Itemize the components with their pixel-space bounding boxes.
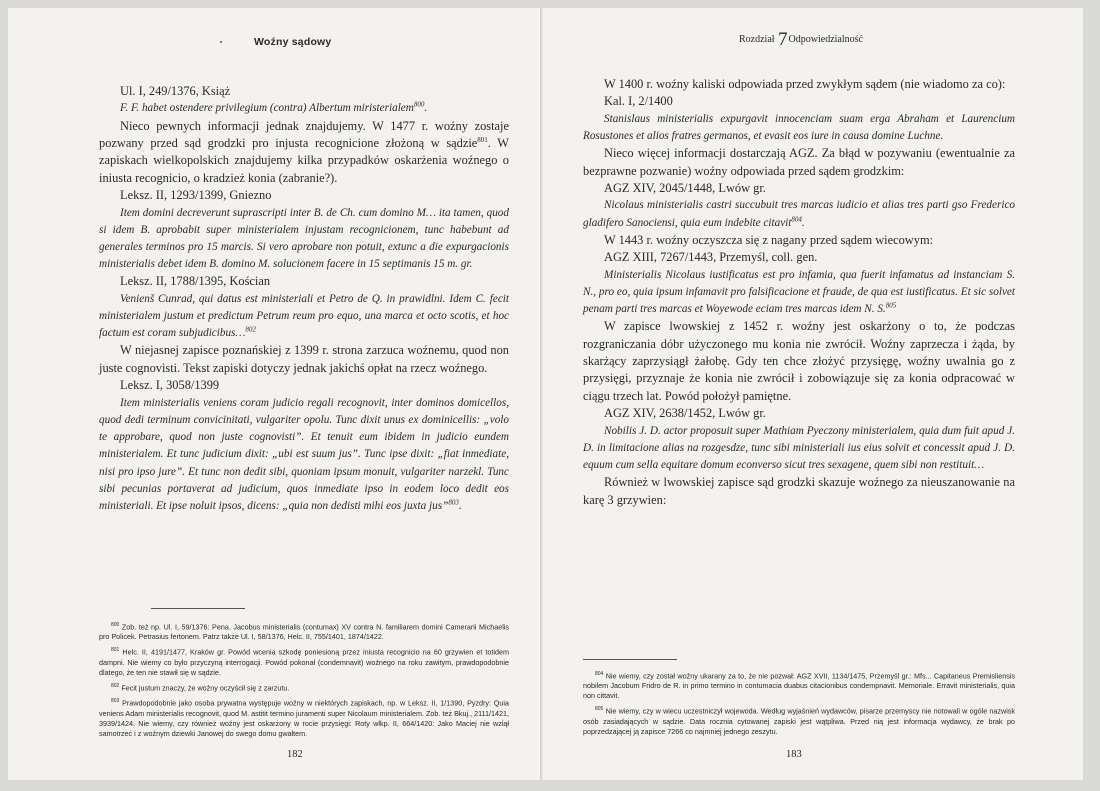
body-paragraph [99, 342, 509, 377]
paragraph-text: Nieco pewnych informacji jednak znajdujemy. W 1477 r. woźny zostaje pozwany przed sąd grodzki pro injusta recognicione złożoną w sądzie [99, 118, 509, 151]
footnote-text: Prawdopodobnie jako osoba prywatna występuje woźny w niektórych zapiskach, np. w Leksz. II, 1/1390, Pyzdry: Quia veniens Adam ministerialis recognovit, quod M. astitit termino juramenti super Nicolaum ministerialem. Zob. też Bkuj., 2111/1421, 3939/1424. Nie wiemy, czy również woźny jest oskarżony w rocie przysięgi: Roty wlkp. II, 664/1420: Jako Maciej nie wziął samotrzeć i z woźnym dziewki Janowej do swego domu gwałtem. [99, 698, 509, 738]
body-paragraph [99, 118, 509, 188]
source-reference [583, 405, 1015, 422]
footnote-text: Zob. też np. Ul. I, 59/1376: Pena. Jacobus ministerialis (contumax) XV contra N. familiarem domini Camerarii Michaelis pro Policek. Petrasius fertonem. Patrz także Ul. I, 58/1376, Helc. II, 755/1401, 1874/1422. [99, 622, 509, 642]
right-page-body [583, 76, 1015, 509]
body-paragraph [583, 76, 1015, 93]
latin-citation [99, 395, 509, 515]
source-reference [99, 273, 509, 290]
paragraph-text: W 1400 r. woźny kaliski odpowiada przed zwykłym sądem (nie wiadomo za co): [604, 77, 1006, 91]
paragraph-text: W niejasnej zapisce poznańskiej z 1399 r. strona zarzuca woźnemu, quod non juste cognovisti. Tekst zapiski dotyczy jednak jakichś opłat na rzecz woźnego. [99, 343, 509, 375]
footnote-text: Helc. II, 4191/1477, Kraków gr. Powód wcenia szkodę poniesioną przez iniusta recognicio na 60 grzywien et totidem dampni. Nie wiemy co było przyczyną interrogacji. Powód pokonał (condemnavit) woźnego na roku zawitym, prawdopodobnie dlatego, że ten nie stawił się w sądzie. [99, 647, 509, 677]
paragraph-text: AGZ XIII, 7267/1443, Przemyśl, coll. gen. [604, 250, 818, 265]
left-footnotes [99, 620, 509, 742]
body-paragraph [583, 318, 1015, 405]
body-paragraph [583, 474, 1015, 509]
footnote-marker[interactable]: 804 [791, 214, 802, 223]
paragraph-text: W zapisce lwowskiej z 1452 r. woźny jest oskarżony o to, że podczas rozgraniczania dóbr użyczonego mu konia nie zwrócił. Woźny zaprzecza i żąda, by skarżący zaprzysiągł żałobę. Gdy ten chce złożyć przysięgę, woźny uwalnia go z przysięgi, przyznaje że konia nie zwrócił i zobowiązuje się za konia odpracować w ciągu trzech lat. Powód położył pamiętne. [583, 319, 1015, 403]
latin-citation [583, 423, 1015, 475]
footnote-number: 805 [595, 706, 604, 713]
footnote-marker[interactable]: 805 [885, 301, 897, 310]
source-reference [99, 187, 509, 204]
paragraph-text: AGZ XIV, 2045/1448, Lwów gr. [604, 181, 766, 196]
left-page-body [99, 83, 509, 515]
latin-citation [99, 205, 509, 274]
running-head-chapter-number: 7 [778, 29, 788, 50]
paragraph-text: F. F. habet ostendere privilegium (contra) Albertum miristerialem [120, 102, 414, 115]
footnote-rule-right [583, 659, 677, 660]
footnote [583, 704, 1015, 736]
footnote-marker[interactable]: 801 [477, 135, 488, 144]
right-page [543, 8, 1083, 780]
running-head-left: Woźny sądowy [254, 36, 332, 48]
latin-citation [583, 197, 1015, 231]
latin-citation [99, 291, 509, 343]
paragraph-text: Kal. I, 2/1400 [604, 94, 673, 109]
paragraph-text: Item ministerialis veniens coram judicio regali recognovit, inter dominos domicellos, quod dedi terminum convicinitati, vulgariter opolu. Tunc dixit unus ex dominicellis: „volo te approbare, quod non juste cognovisti”. Et tenuit eum ibidem in judicio eundem ministerialem. Et tunc judicium dixit: „ubi est suum jus”. Tunc ipse dixit: „fiat inmediate, nisi pro ipso jure”. Et tunc non dedit sibi, quoniam ipsum monuit, vulgariter narzekl. Tunc sibi pecunias portaverat ad judicium, quos inmediate ipso in eodem loco dedit eos ministeriali. Et ipse noluit ipsos, dicens: „quia non dedisti mihi eos juxta jus” [99, 396, 509, 512]
body-paragraph [583, 232, 1015, 249]
footnote-marker[interactable]: 800 [413, 100, 425, 109]
footnote [99, 681, 509, 693]
footnote [99, 620, 509, 642]
paragraph-tail: . W zapiskach wielkopolskich znajdujemy kilka przypadków oskarżenia woźnego o iniusta recognicio, o kradzież konia (zabranie?). [99, 136, 509, 185]
paragraph-text: Venienš Cunrad, qui datus est ministeriali et Petro de Q. in prawidlni. Idem C. fecit ministerialem justum et predictum Petrum reum pro equo, una marca et octo scotis, et hoc factum est coram subjudicibus… [99, 292, 509, 340]
latin-citation [99, 100, 509, 117]
source-reference [99, 83, 509, 100]
source-reference [583, 180, 1015, 197]
paragraph-text: Ministerialis Nicolaus iustificatus est pro infamia, qua fuerit infamatus ad instanciam S. N., pro eo, quia ipsum infamavit pro falsificacione et fraude, de qua est iustificatus. Et sic solvet penam parti tres marcas et Woyewode eciam tres marcas idem N. S. [583, 268, 1015, 316]
paragraph-tail: . [801, 216, 805, 229]
body-paragraph [583, 145, 1015, 180]
source-reference [99, 377, 509, 394]
footnote [99, 645, 509, 677]
left-page [8, 8, 542, 780]
latin-citation [583, 267, 1015, 319]
page-number-right: 183 [786, 749, 802, 760]
footnote-marker[interactable]: 803 [448, 498, 459, 507]
footnote-number: 800 [111, 622, 120, 628]
paragraph-text: Leksz. II, 1293/1399, Gniezno [120, 188, 272, 203]
paragraph-text: AGZ XIV, 2638/1452, Lwów gr. [604, 406, 766, 421]
footnote-text: Nie wiemy, czy w wiecu uczestniczył wojewoda. Według wyjaśnień wydawców, pisarze przemyscy nie notowali w ogóle nazwisk osób zasiadających w sądzie. Data rocznia cytowanej zapiski jest wątpliwa. Przed nią jest informacja wydawcy, że brak po poprzedzającej ją zapisce 7266 co najmniej jednego zeszytu. [583, 706, 1015, 736]
paragraph-tail: . [424, 102, 428, 115]
footnote-number: 801 [111, 647, 120, 654]
paragraph-text: Leksz. I, 3058/1399 [120, 378, 220, 393]
paragraph-text: Nicolaus ministerialis castri succubuit tres marcas iudicio et alias tres parti gso Frederico gladifero Sanociensi, quia eum indebite citavit [583, 199, 1015, 229]
right-footnotes [583, 669, 1015, 740]
running-head-chapter-title: Odpowiedzialność [788, 34, 863, 45]
paragraph-text: Nobilis J. D. actor proposuit super Mathiam Pyeczony ministerialem, quia dum fuit apud J. D. in limitacione alias na rozgesdze, tunc sibi ministeriali ius eius solvit et concessit apud J. D. equum cum sella equitare domum econverso sicut tres sexagene, quem sibi non restituit… [583, 424, 1015, 472]
paragraph-text: Również w lwowskiej zapisce sąd grodzki skazuje woźnego za nieuszanowanie na karę 3 grzywien: [583, 475, 1015, 507]
latin-citation [583, 111, 1015, 145]
paragraph-text: Stanislaus ministerialis expurgavit innocenciam suam erga Abraham et Laurencium Rosustones et alios fratres germanos, et evasit eos iure in causa domine Luchne. [583, 112, 1015, 143]
footnote-marker[interactable]: 802 [245, 325, 256, 334]
footnote-number: 804 [595, 671, 604, 677]
footnote-number: 803 [111, 698, 120, 705]
paragraph-tail: . [458, 499, 462, 512]
running-head-chapter-word: Rozdział [739, 34, 775, 45]
paragraph-text: Nieco więcej informacji dostarczają AGZ. Za błąd w pozywaniu (ewentualnie za bezprawne pozwanie) woźny odpowiada przed sądem grodzkim: [583, 146, 1015, 178]
footnote [583, 669, 1015, 701]
running-head-right [739, 29, 863, 50]
paragraph-text: Ul. I, 249/1376, Książ [120, 84, 231, 98]
footnote-number: 802 [111, 682, 120, 689]
footnote-rule-left [151, 608, 245, 609]
footnote [99, 696, 509, 738]
printer-dot [220, 41, 222, 43]
footnote-text: Fecit justum znaczy, że woźny oczyścił się z zarzutu. [119, 683, 290, 693]
paragraph-text: W 1443 r. woźny oczyszcza się z nagany przed sądem wiecowym: [604, 232, 934, 247]
paragraph-text: Item domini decreverunt suprascripti inter B. de Ch. cum domino M… ita tamen, quod si idem B. aprobabit super ministerialem injustam recognicionem, tunc habebunt ad generales terminos pro 15 marcis. Si vero aprobare non potuit, extunc a die expurgacionis ministerialis debet idem B. domino M. solucionem facere in 15 septimanis 15 m. gr. [99, 206, 509, 271]
page-number-left: 182 [287, 749, 303, 760]
paragraph-text: Leksz. II, 1788/1395, Kościan [120, 274, 271, 289]
footnote-text: Nie wiemy, czy został woźny ukarany za to, że nie pozwał: AGZ XVII, 1134/1475, Przemyśl gr.: Mfs... Capitaneus Premisliensis nobilem Jacobum Fridro de R. in primo termino in contumacia duabus citacionibus condempnavit. Memoriale. Erravit ministerialis, quia non cittavit. [583, 671, 1015, 701]
source-reference [583, 249, 1015, 266]
source-reference [583, 93, 1015, 110]
